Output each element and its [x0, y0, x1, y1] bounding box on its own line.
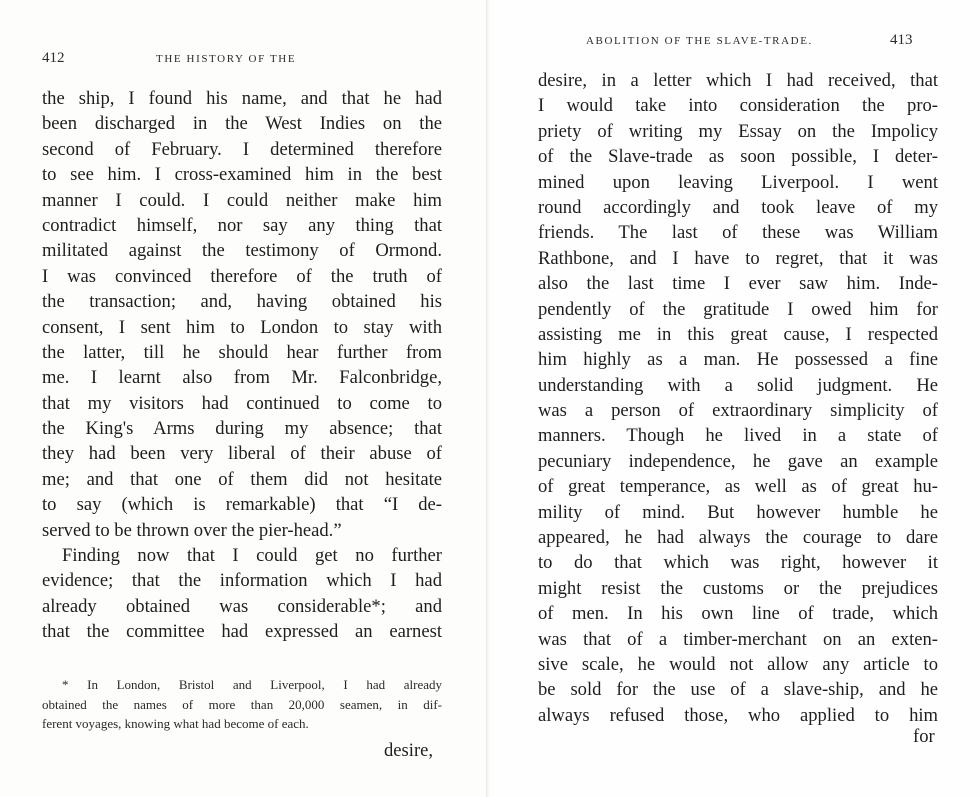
- text-line: I would take into consideration the pro-: [538, 95, 938, 117]
- text-line: served to be thrown over the pier-head.”: [42, 519, 342, 541]
- text-line: Finding now that I could get no further: [62, 545, 442, 567]
- right-running-head: ABOLITION OF THE SLAVE-TRADE.: [586, 35, 813, 47]
- left-running-head: THE HISTORY OF THE: [156, 53, 297, 65]
- text-line: the transaction; and, having obtained his: [42, 291, 442, 313]
- text-line: I was convinced therefore of the truth of: [42, 265, 442, 287]
- text-line: of great temperance, as well as of great hu-: [538, 476, 938, 498]
- text-line: they had been very liberal of their abuse of: [42, 443, 442, 465]
- left-page: [0, 0, 488, 797]
- right-catchword: for: [913, 726, 935, 747]
- text-line: to do that which was right, however it: [538, 552, 938, 574]
- text-line: already obtained was considerable*; and: [42, 595, 442, 617]
- text-line: the King's Arms during my absence; that: [42, 418, 442, 440]
- text-line: desire, in a letter which I had received, that: [538, 70, 938, 91]
- text-line: second of February. I determined therefore: [42, 138, 442, 160]
- text-line: him highly as a man. He possessed a fine: [538, 349, 938, 371]
- text-line: been discharged in the West Indies on the: [42, 113, 442, 135]
- text-line: understanding with a solid judgment. He: [538, 374, 938, 396]
- text-line: to say (which is remarkable) that “I de-: [42, 494, 442, 516]
- text-line: of men. In his own line of trade, which: [538, 603, 938, 625]
- text-line: friends. The last of these was William: [538, 222, 938, 244]
- text-line: to see him. I cross-examined him in the best: [42, 164, 442, 186]
- footnote-line: * In London, Bristol and Liverpool, I had already: [62, 677, 442, 692]
- left-page-number: 412: [42, 50, 65, 66]
- text-line: round accordingly and took leave of my: [538, 196, 938, 218]
- text-line: evidence; that the information which I had: [42, 570, 442, 592]
- right-page-number: 413: [890, 32, 913, 48]
- text-line: also the last time I ever saw him. Inde-: [538, 273, 938, 295]
- text-line: manner I could. I could neither make him: [42, 189, 442, 211]
- right-page: [488, 0, 980, 797]
- text-line: me. I learnt also from Mr. Falconbridge,: [42, 367, 442, 389]
- text-line: always refused those, who applied to him: [538, 704, 938, 726]
- text-line: pendently of the gratitude I owed him for: [538, 298, 938, 320]
- text-line: was a person of extraordinary simplicity of: [538, 400, 938, 422]
- book-gutter: [486, 0, 490, 797]
- text-line: sive scale, he would not allow any article to: [538, 653, 938, 675]
- text-line: might resist the customs or the prejudices: [538, 577, 938, 599]
- footnote-line: ferent voyages, knowing what had become of each.: [42, 716, 309, 731]
- text-line: pecuniary independence, he gave an example: [538, 450, 938, 472]
- text-line: that the committee had expressed an earnest: [42, 621, 442, 643]
- text-line: Rathbone, and I have to regret, that it was: [538, 247, 938, 269]
- text-line: mility of mind. But however humble he: [538, 501, 938, 523]
- text-line: consent, I sent him to London to stay with: [42, 316, 442, 338]
- text-line: be sold for the use of a slave-ship, and he: [538, 679, 938, 701]
- left-body-text: [42, 86, 442, 645]
- text-line: appeared, he had always the courage to dare: [538, 527, 938, 549]
- text-line: priety of writing my Essay on the Impolicy: [538, 120, 938, 142]
- right-body-text: [538, 68, 938, 728]
- text-line: me; and that one of them did not hesitate: [42, 468, 442, 490]
- text-line: mined upon leaving Liverpool. I went: [538, 171, 938, 193]
- text-line: manners. Though he lived in a state of: [538, 425, 938, 447]
- text-line: was that of a timber-merchant on an exten-: [538, 628, 938, 650]
- text-line: assisting me in this great cause, I respected: [538, 323, 938, 345]
- text-line: that my visitors had continued to come to: [42, 392, 442, 414]
- left-catchword: desire,: [384, 740, 434, 761]
- footnote: [42, 675, 442, 734]
- text-line: contradict himself, nor say any thing that: [42, 214, 442, 236]
- text-line: militated against the testimony of Ormond.: [42, 240, 442, 262]
- footnote-line: obtained the names of more than 20,000 seamen, in dif-: [42, 696, 442, 712]
- text-line: the latter, till he should hear further from: [42, 341, 442, 363]
- text-line: of the Slave-trade as soon possible, I deter-: [538, 146, 938, 168]
- text-line: the ship, I found his name, and that he had: [42, 88, 442, 109]
